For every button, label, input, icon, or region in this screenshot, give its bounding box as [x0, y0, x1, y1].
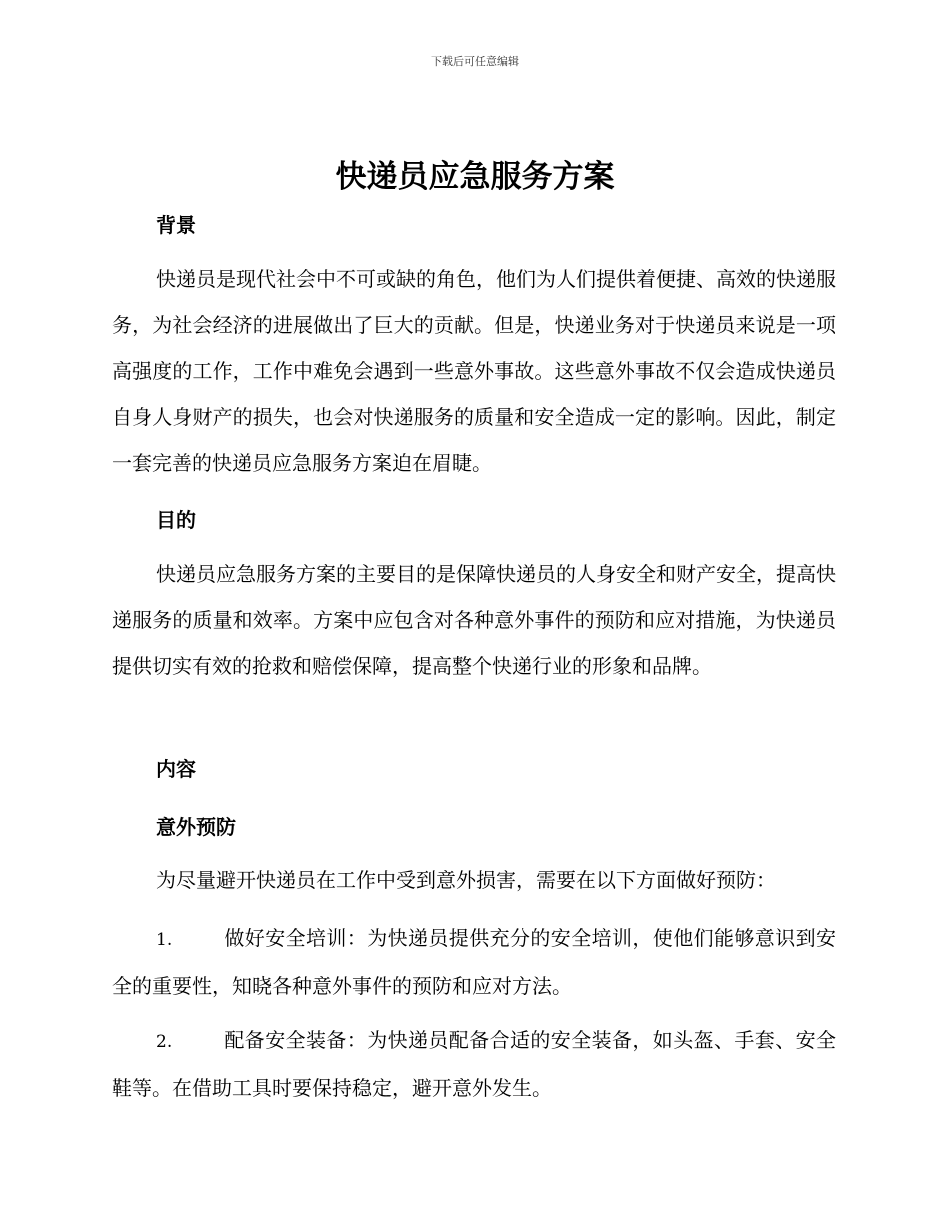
paragraph-prevention-intro: 为尽量避开快递员在工作中受到意外损害，需要在以下方面做好预防： — [156, 868, 776, 892]
heading-background: 背景 — [156, 213, 196, 237]
header-note: 下载后可任意编辑 — [431, 55, 519, 68]
document-title: 快递员应急服务方案 — [335, 159, 615, 195]
heading-content: 内容 — [156, 757, 196, 781]
paragraph-purpose: 快递员应急服务方案的主要目的是保障快递员的人身安全和财产安全，提高快递服务的质量和效率。方案中应包含对各种意外事件的预防和应对措施，为快递员提供切实有效的抢救和赔偿保障，提高整个快递行业的形象和品牌。 — [112, 562, 836, 678]
list-item-number: 2. — [156, 1032, 173, 1052]
heading-prevention: 意外预防 — [156, 815, 236, 839]
list-item — [112, 1017, 836, 1111]
list-item-text: 做好安全培训：为快递员提供充分的安全培训，使他们能够意识到安全的重要性，知晓各种意外事件的预防和应对方法。 — [112, 926, 836, 998]
heading-purpose: 目的 — [156, 508, 196, 532]
list-item-text: 配备安全装备：为快递员配备合适的安全装备，如头盔、手套、安全鞋等。在借助工具时要保持稳定，避开意外发生。 — [112, 1028, 836, 1100]
paragraph-background: 快递员是现代社会中不可或缺的角色，他们为人们提供着便捷、高效的快递服务，为社会经济的进展做出了巨大的贡献。但是，快递业务对于快递员来说是一项高强度的工作，工作中难免会遇到一些意外事故。这些意外事故不仅会造成快递员自身人身财产的损失，也会对快递服务的质量和安全造成一定的影响。因此，制定一套完善的快递员应急服务方案迫在眉睫。 — [112, 267, 836, 475]
list-item-number: 1. — [156, 930, 173, 950]
list-item — [112, 915, 836, 1009]
